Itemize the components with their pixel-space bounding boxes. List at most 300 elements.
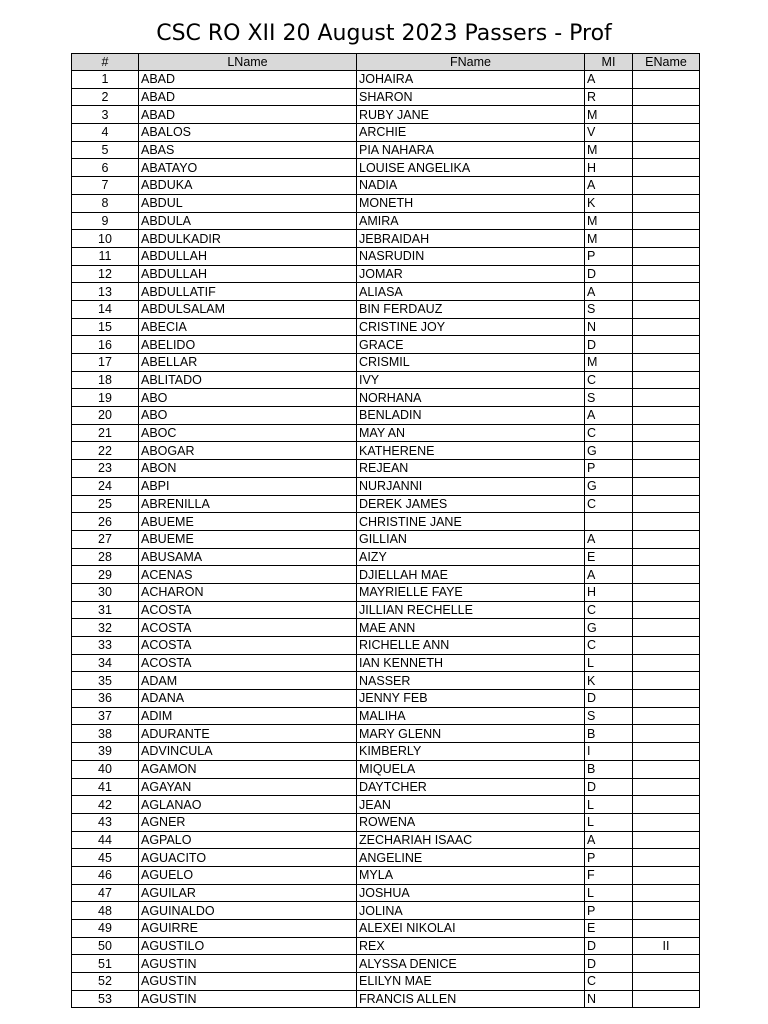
cell-fname: NORHANA: [357, 389, 585, 407]
cell-number: 6: [72, 159, 139, 177]
cell-lname: AGAYAN: [139, 778, 357, 796]
cell-mi: A: [585, 177, 633, 195]
cell-mi: I: [585, 743, 633, 761]
cell-number: 52: [72, 973, 139, 991]
cell-fname: RICHELLE ANN: [357, 637, 585, 655]
cell-fname: NASSER: [357, 672, 585, 690]
cell-mi: D: [585, 336, 633, 354]
cell-number: 46: [72, 866, 139, 884]
cell-lname: ACENAS: [139, 566, 357, 584]
cell-fname: JILLIAN RECHELLE: [357, 601, 585, 619]
cell-mi: V: [585, 124, 633, 142]
cell-ename: [633, 336, 700, 354]
cell-fname: CHRISTINE JANE: [357, 513, 585, 531]
cell-number: 30: [72, 583, 139, 601]
cell-mi: P: [585, 849, 633, 867]
page-title: CSC RO XII 20 August 2023 Passers - Prof: [156, 21, 612, 46]
cell-ename: [633, 460, 700, 478]
table-row: [72, 159, 700, 177]
table-row: [72, 389, 700, 407]
cell-ename: [633, 318, 700, 336]
cell-fname: MARY GLENN: [357, 725, 585, 743]
table-row: [72, 177, 700, 195]
table-row: [72, 300, 700, 318]
cell-lname: AGAMON: [139, 760, 357, 778]
cell-lname: AGNER: [139, 813, 357, 831]
cell-ename: [633, 300, 700, 318]
cell-mi: E: [585, 548, 633, 566]
cell-mi: M: [585, 354, 633, 372]
cell-fname: ALYSSA DENICE: [357, 955, 585, 973]
table-row: [72, 212, 700, 230]
cell-mi: A: [585, 566, 633, 584]
cell-lname: ABDUL: [139, 194, 357, 212]
cell-number: 29: [72, 566, 139, 584]
cell-lname: AGUSTIN: [139, 955, 357, 973]
cell-fname: MAY AN: [357, 424, 585, 442]
cell-ename: [633, 442, 700, 460]
cell-ename: [633, 106, 700, 124]
cell-mi: G: [585, 477, 633, 495]
cell-fname: CRISTINE JOY: [357, 318, 585, 336]
cell-ename: [633, 212, 700, 230]
table-row: [72, 336, 700, 354]
cell-mi: M: [585, 106, 633, 124]
cell-number: 27: [72, 530, 139, 548]
cell-lname: AGUELO: [139, 866, 357, 884]
cell-mi: M: [585, 212, 633, 230]
cell-ename: [633, 601, 700, 619]
cell-ename: [633, 566, 700, 584]
header-fname: FName: [357, 54, 585, 71]
cell-lname: ABAD: [139, 106, 357, 124]
cell-number: 22: [72, 442, 139, 460]
cell-ename: [633, 424, 700, 442]
cell-lname: ABDULLAH: [139, 247, 357, 265]
cell-mi: M: [585, 141, 633, 159]
cell-number: 48: [72, 902, 139, 920]
cell-lname: ABDULLAH: [139, 265, 357, 283]
cell-ename: [633, 707, 700, 725]
cell-number: 45: [72, 849, 139, 867]
table-row: [72, 566, 700, 584]
cell-number: 25: [72, 495, 139, 513]
table-row: [72, 354, 700, 372]
cell-fname: ARCHIE: [357, 124, 585, 142]
cell-ename: [633, 477, 700, 495]
cell-ename: [633, 690, 700, 708]
cell-fname: MALIHA: [357, 707, 585, 725]
table-row: [72, 990, 700, 1008]
cell-number: 14: [72, 300, 139, 318]
table-row: [72, 265, 700, 283]
cell-fname: AIZY: [357, 548, 585, 566]
cell-mi: C: [585, 601, 633, 619]
table-row: [72, 106, 700, 124]
cell-lname: AGLANAO: [139, 796, 357, 814]
table-row: [72, 407, 700, 425]
cell-mi: G: [585, 442, 633, 460]
cell-mi: D: [585, 778, 633, 796]
cell-lname: AGUSTIN: [139, 973, 357, 991]
table-row: [72, 707, 700, 725]
cell-number: 26: [72, 513, 139, 531]
cell-ename: [633, 495, 700, 513]
table-row: [72, 920, 700, 938]
cell-mi: B: [585, 725, 633, 743]
cell-ename: [633, 884, 700, 902]
cell-ename: [633, 973, 700, 991]
cell-mi: L: [585, 884, 633, 902]
cell-lname: ABAD: [139, 71, 357, 89]
cell-mi: L: [585, 796, 633, 814]
table-row: [72, 866, 700, 884]
cell-number: 43: [72, 813, 139, 831]
cell-ename: [633, 778, 700, 796]
table-row: [72, 955, 700, 973]
cell-number: 9: [72, 212, 139, 230]
cell-fname: ELILYN MAE: [357, 973, 585, 991]
cell-lname: ABON: [139, 460, 357, 478]
cell-lname: ABRENILLA: [139, 495, 357, 513]
cell-mi: C: [585, 371, 633, 389]
table-row: [72, 849, 700, 867]
cell-fname: SHARON: [357, 88, 585, 106]
table-row: [72, 530, 700, 548]
cell-ename: [633, 283, 700, 301]
cell-fname: JOHAIRA: [357, 71, 585, 89]
cell-number: 37: [72, 707, 139, 725]
cell-mi: C: [585, 973, 633, 991]
cell-ename: [633, 407, 700, 425]
cell-ename: [633, 371, 700, 389]
table-row: [72, 619, 700, 637]
passers-table: [71, 53, 700, 1008]
cell-lname: AGUSTILO: [139, 937, 357, 955]
cell-lname: ACHARON: [139, 583, 357, 601]
cell-number: 8: [72, 194, 139, 212]
cell-ename: [633, 813, 700, 831]
cell-fname: RUBY JANE: [357, 106, 585, 124]
cell-ename: [633, 760, 700, 778]
cell-lname: ABUEME: [139, 513, 357, 531]
cell-number: 49: [72, 920, 139, 938]
cell-mi: C: [585, 637, 633, 655]
cell-ename: [633, 831, 700, 849]
cell-fname: BENLADIN: [357, 407, 585, 425]
cell-mi: A: [585, 407, 633, 425]
cell-fname: FRANCIS ALLEN: [357, 990, 585, 1008]
table-row: [72, 141, 700, 159]
cell-ename: [633, 389, 700, 407]
cell-lname: AGUACITO: [139, 849, 357, 867]
cell-ename: [633, 866, 700, 884]
cell-fname: PIA NAHARA: [357, 141, 585, 159]
cell-number: 13: [72, 283, 139, 301]
cell-ename: [633, 88, 700, 106]
cell-ename: [633, 796, 700, 814]
cell-lname: ABELIDO: [139, 336, 357, 354]
cell-number: 15: [72, 318, 139, 336]
table-row: [72, 88, 700, 106]
table-row: [72, 672, 700, 690]
cell-fname: KIMBERLY: [357, 743, 585, 761]
cell-mi: K: [585, 672, 633, 690]
cell-ename: [633, 177, 700, 195]
table-row: [72, 548, 700, 566]
cell-fname: ALEXEI NIKOLAI: [357, 920, 585, 938]
cell-fname: JEBRAIDAH: [357, 230, 585, 248]
cell-lname: ADURANTE: [139, 725, 357, 743]
cell-fname: NASRUDIN: [357, 247, 585, 265]
cell-number: 42: [72, 796, 139, 814]
table-row: [72, 71, 700, 89]
cell-lname: AGUSTIN: [139, 990, 357, 1008]
cell-lname: ABOGAR: [139, 442, 357, 460]
cell-fname: BIN FERDAUZ: [357, 300, 585, 318]
cell-fname: DAYTCHER: [357, 778, 585, 796]
table-row: [72, 477, 700, 495]
table-row: [72, 796, 700, 814]
cell-ename: [633, 990, 700, 1008]
cell-number: 32: [72, 619, 139, 637]
cell-mi: D: [585, 937, 633, 955]
cell-ename: [633, 159, 700, 177]
cell-mi: F: [585, 866, 633, 884]
cell-mi: C: [585, 424, 633, 442]
cell-fname: ZECHARIAH ISAAC: [357, 831, 585, 849]
table-row: [72, 124, 700, 142]
table-row: [72, 654, 700, 672]
table-row: [72, 690, 700, 708]
cell-number: 51: [72, 955, 139, 973]
cell-mi: S: [585, 300, 633, 318]
cell-lname: ABAD: [139, 88, 357, 106]
cell-number: 39: [72, 743, 139, 761]
cell-lname: ABUEME: [139, 530, 357, 548]
cell-mi: A: [585, 530, 633, 548]
cell-ename: [633, 672, 700, 690]
header-row: [72, 54, 700, 71]
cell-fname: JOSHUA: [357, 884, 585, 902]
cell-lname: ABDULA: [139, 212, 357, 230]
cell-fname: MYLA: [357, 866, 585, 884]
cell-mi: N: [585, 990, 633, 1008]
cell-fname: JOLINA: [357, 902, 585, 920]
cell-mi: G: [585, 619, 633, 637]
cell-ename: [633, 230, 700, 248]
table-row: [72, 760, 700, 778]
cell-number: 17: [72, 354, 139, 372]
cell-fname: DJIELLAH MAE: [357, 566, 585, 584]
table-row: [72, 778, 700, 796]
cell-ename: [633, 513, 700, 531]
cell-mi: N: [585, 318, 633, 336]
cell-number: 41: [72, 778, 139, 796]
cell-mi: L: [585, 813, 633, 831]
cell-fname: ANGELINE: [357, 849, 585, 867]
cell-fname: MAE ANN: [357, 619, 585, 637]
cell-fname: JEAN: [357, 796, 585, 814]
table-row: [72, 460, 700, 478]
cell-mi: H: [585, 583, 633, 601]
cell-number: 16: [72, 336, 139, 354]
cell-mi: H: [585, 159, 633, 177]
cell-fname: NADIA: [357, 177, 585, 195]
cell-mi: S: [585, 389, 633, 407]
cell-number: 12: [72, 265, 139, 283]
cell-ename: [633, 265, 700, 283]
cell-mi: C: [585, 495, 633, 513]
cell-number: 19: [72, 389, 139, 407]
cell-ename: [633, 849, 700, 867]
cell-ename: [633, 743, 700, 761]
table-row: [72, 318, 700, 336]
cell-lname: ABATAYO: [139, 159, 357, 177]
cell-lname: ABLITADO: [139, 371, 357, 389]
cell-ename: [633, 920, 700, 938]
cell-fname: REX: [357, 937, 585, 955]
table-row: [72, 973, 700, 991]
cell-number: 33: [72, 637, 139, 655]
cell-mi: P: [585, 247, 633, 265]
cell-number: 36: [72, 690, 139, 708]
cell-fname: JOMAR: [357, 265, 585, 283]
cell-number: 44: [72, 831, 139, 849]
table-body: [72, 71, 700, 1008]
cell-number: 2: [72, 88, 139, 106]
header-lname: LName: [139, 54, 357, 71]
cell-mi: P: [585, 902, 633, 920]
cell-ename: [633, 124, 700, 142]
cell-ename: [633, 247, 700, 265]
cell-ename: [633, 654, 700, 672]
cell-lname: ADANA: [139, 690, 357, 708]
cell-fname: KATHERENE: [357, 442, 585, 460]
cell-fname: MIQUELA: [357, 760, 585, 778]
cell-ename: [633, 548, 700, 566]
cell-lname: ABOC: [139, 424, 357, 442]
cell-mi: A: [585, 283, 633, 301]
cell-lname: ACOSTA: [139, 654, 357, 672]
cell-number: 3: [72, 106, 139, 124]
cell-lname: ACOSTA: [139, 637, 357, 655]
cell-fname: GILLIAN: [357, 530, 585, 548]
cell-number: 7: [72, 177, 139, 195]
cell-lname: ACOSTA: [139, 619, 357, 637]
cell-number: 20: [72, 407, 139, 425]
table-row: [72, 725, 700, 743]
cell-lname: ABPI: [139, 477, 357, 495]
cell-lname: ACOSTA: [139, 601, 357, 619]
cell-number: 47: [72, 884, 139, 902]
cell-number: 4: [72, 124, 139, 142]
cell-lname: ABECIA: [139, 318, 357, 336]
table-row: [72, 831, 700, 849]
table-row: [72, 743, 700, 761]
cell-ename: II: [633, 937, 700, 955]
cell-ename: [633, 194, 700, 212]
cell-ename: [633, 530, 700, 548]
table-row: [72, 442, 700, 460]
cell-lname: AGUILAR: [139, 884, 357, 902]
cell-lname: ABDULLATIF: [139, 283, 357, 301]
cell-number: 31: [72, 601, 139, 619]
cell-mi: A: [585, 831, 633, 849]
cell-number: 10: [72, 230, 139, 248]
cell-ename: [633, 583, 700, 601]
cell-mi: D: [585, 690, 633, 708]
cell-fname: ROWENA: [357, 813, 585, 831]
cell-fname: MAYRIELLE FAYE: [357, 583, 585, 601]
cell-lname: ABDUKA: [139, 177, 357, 195]
cell-lname: ADIM: [139, 707, 357, 725]
cell-mi: B: [585, 760, 633, 778]
cell-mi: D: [585, 265, 633, 283]
table-row: [72, 371, 700, 389]
table-row: [72, 813, 700, 831]
table-row: [72, 283, 700, 301]
cell-mi: A: [585, 71, 633, 89]
cell-number: 40: [72, 760, 139, 778]
cell-mi: D: [585, 955, 633, 973]
cell-mi: S: [585, 707, 633, 725]
cell-lname: ABO: [139, 407, 357, 425]
cell-lname: ABDULSALAM: [139, 300, 357, 318]
cell-number: 38: [72, 725, 139, 743]
cell-number: 11: [72, 247, 139, 265]
header-ename: EName: [633, 54, 700, 71]
cell-lname: AGPALO: [139, 831, 357, 849]
cell-fname: IVY: [357, 371, 585, 389]
table-row: [72, 637, 700, 655]
cell-fname: IAN KENNETH: [357, 654, 585, 672]
cell-number: 21: [72, 424, 139, 442]
table-row: [72, 513, 700, 531]
cell-number: 34: [72, 654, 139, 672]
cell-lname: ABDULKADIR: [139, 230, 357, 248]
table-row: [72, 424, 700, 442]
cell-lname: AGUINALDO: [139, 902, 357, 920]
table-row: [72, 230, 700, 248]
cell-lname: AGUIRRE: [139, 920, 357, 938]
cell-fname: CRISMIL: [357, 354, 585, 372]
cell-fname: GRACE: [357, 336, 585, 354]
cell-lname: ABELLAR: [139, 354, 357, 372]
table-row: [72, 937, 700, 955]
cell-lname: ADAM: [139, 672, 357, 690]
cell-ename: [633, 955, 700, 973]
header-mi: MI: [585, 54, 633, 71]
cell-number: 53: [72, 990, 139, 1008]
cell-number: 35: [72, 672, 139, 690]
cell-ename: [633, 141, 700, 159]
table-row: [72, 884, 700, 902]
cell-fname: LOUISE ANGELIKA: [357, 159, 585, 177]
cell-number: 5: [72, 141, 139, 159]
header-number: #: [72, 54, 139, 71]
cell-lname: ABALOS: [139, 124, 357, 142]
cell-number: 1: [72, 71, 139, 89]
cell-mi: K: [585, 194, 633, 212]
cell-fname: MONETH: [357, 194, 585, 212]
cell-fname: JENNY FEB: [357, 690, 585, 708]
cell-fname: ALIASA: [357, 283, 585, 301]
cell-lname: ADVINCULA: [139, 743, 357, 761]
cell-mi: R: [585, 88, 633, 106]
cell-number: 24: [72, 477, 139, 495]
cell-mi: M: [585, 230, 633, 248]
